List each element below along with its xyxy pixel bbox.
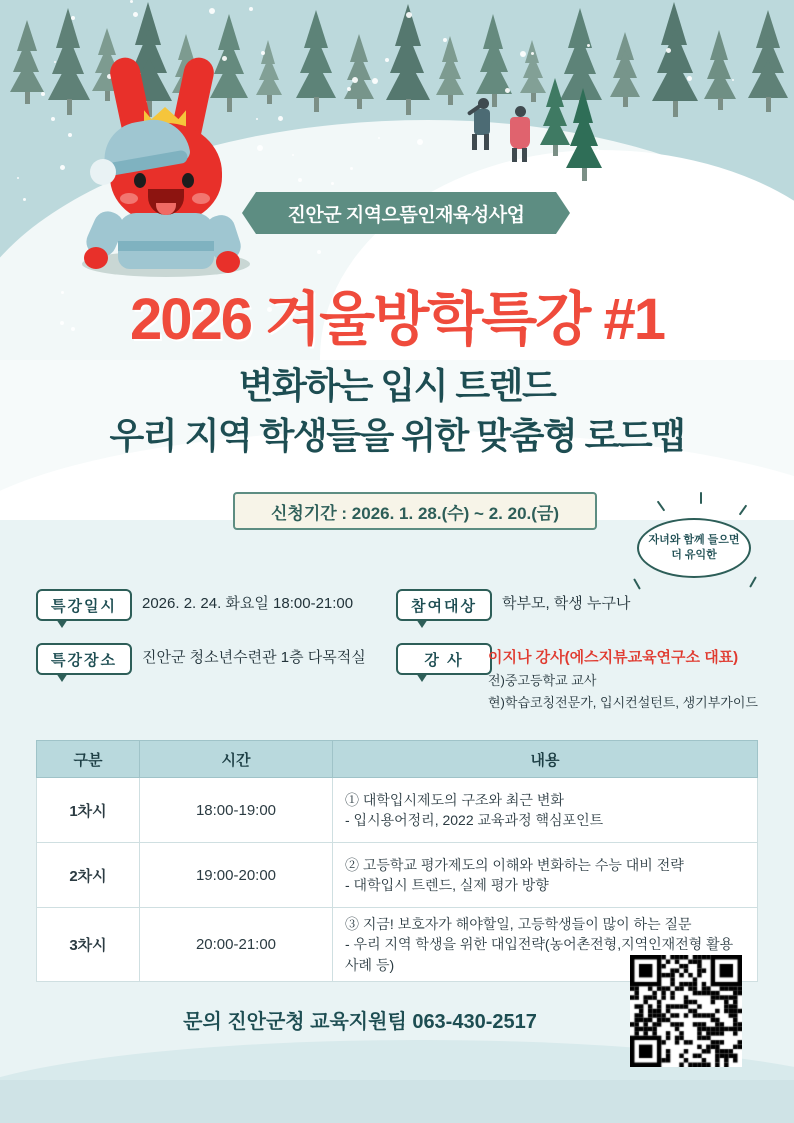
cell-session-desc-line-1: ② 고등학교 평가제도의 이해와 변화하는 수능 대비 전략 — [345, 856, 684, 873]
cell-session-desc-line-2: - 우리 지역 학생을 위한 대입전략(농어촌전형,지역인재전형 활용사례 등) — [345, 936, 734, 973]
tag-lecturer: 강 사 — [396, 643, 492, 675]
table-header-row — [37, 741, 758, 778]
promo-bubble — [637, 518, 751, 578]
snowflake-icon — [249, 7, 253, 11]
application-period: 신청기간 : 2026. 1. 28.(수) ~ 2. 20.(금) — [233, 492, 597, 530]
snowflake-icon — [716, 224, 720, 228]
snowflake-icon — [331, 182, 334, 185]
table-header-desc: 내용 — [333, 741, 758, 778]
snowflake-icon — [278, 116, 283, 121]
cell-session-time: 20:00-21:00 — [140, 908, 333, 982]
snowflake-icon — [694, 195, 696, 197]
cell-session-num: 3차시 — [37, 908, 140, 982]
schedule-table — [36, 740, 758, 982]
snowflake-icon — [292, 154, 294, 156]
snowflake-icon — [505, 88, 510, 93]
tag-lecture-date: 특강일시 — [36, 589, 132, 621]
snowflake-icon — [417, 139, 423, 145]
snowflake-icon — [54, 61, 56, 63]
snowflake-icon — [587, 44, 590, 47]
snowflake-icon — [378, 137, 380, 139]
cell-session-desc-line-2: - 대학입시 트렌드, 실제 평가 방향 — [345, 877, 549, 893]
value-lecturer-career-1: 전)중고등학교 교사 — [488, 673, 597, 688]
cell-session-desc — [333, 843, 758, 908]
snowflake-icon — [347, 87, 351, 91]
background-bottom-band — [0, 1080, 794, 1123]
snowflake-icon — [520, 51, 526, 57]
cell-session-time: 19:00-20:00 — [140, 843, 333, 908]
snowflake-icon — [298, 178, 302, 182]
sparkle-icon-2 — [700, 492, 702, 504]
snowflake-icon — [385, 58, 389, 62]
cell-session-desc-line-1: ③ 지금! 보호자가 해야할일, 고등학생들이 많이 하는 질문 — [345, 916, 692, 932]
qr-code-icon[interactable] — [630, 955, 742, 1067]
snowflake-icon — [71, 16, 75, 20]
snowflake-icon — [23, 198, 26, 201]
table-row — [37, 778, 758, 843]
snowflake-icon — [317, 250, 321, 254]
mascot-character-icon — [60, 55, 270, 275]
value-lecture-place: 진안군 청소년수련관 1층 다목적실 — [142, 649, 366, 666]
snowflake-icon — [687, 76, 692, 81]
table-row — [37, 843, 758, 908]
snowflake-icon — [406, 12, 412, 18]
tag-lecture-place: 특강장소 — [36, 643, 132, 675]
snowflake-icon — [350, 167, 353, 170]
value-lecture-date: 2026. 2. 24. 화요일 18:00-21:00 — [142, 595, 354, 612]
snowflake-icon — [352, 77, 358, 83]
snowflake-icon — [697, 238, 701, 242]
value-lecturer-career-2: 현)학습코칭전문가, 입시컨설턴트, 생기부가이드 — [488, 695, 758, 710]
cell-session-desc — [333, 778, 758, 843]
cell-session-num: 2차시 — [37, 843, 140, 908]
snowflake-icon — [443, 38, 447, 42]
snowflake-icon — [41, 92, 45, 96]
snowflake-icon — [666, 48, 671, 53]
value-lecturer: 이지나 강사(에스지뷰교육연구소 대표) — [488, 649, 739, 666]
page-title: 2026 겨울방학특강 #1 — [130, 287, 664, 352]
table-header-time: 시간 — [140, 741, 333, 778]
snowflake-icon — [17, 177, 19, 179]
promo-bubble-line-1: 자녀와 함께 들으면 — [648, 534, 740, 547]
subtitle-line-2: 우리 지역 학생들을 위한 맞춤형 로드맵 — [109, 415, 685, 456]
cell-session-desc-line-1: ① 대학입시제도의 구조와 최근 변화 — [345, 791, 564, 808]
snowflake-icon — [209, 8, 215, 14]
snowflake-icon — [130, 0, 133, 3]
snowflake-icon — [689, 194, 693, 198]
snowflake-icon — [133, 12, 138, 17]
cell-session-desc-line-2: - 입시용어정리, 2022 교육과정 핵심포인트 — [345, 812, 604, 828]
snowflake-icon — [506, 183, 511, 188]
snowflake-icon — [732, 79, 734, 81]
table-header-num: 구분 — [37, 741, 140, 778]
snowflake-icon — [710, 218, 712, 220]
contact-info: 문의 진안군청 교육지원팀 063-430-2517 — [183, 1011, 537, 1033]
snowflake-icon — [723, 180, 728, 185]
subtitle-line-1: 변화하는 입시 트렌드 — [238, 365, 556, 406]
snowflake-icon — [372, 78, 378, 84]
cell-session-num: 1차시 — [37, 778, 140, 843]
promo-bubble-line-2: 더 유익한 — [671, 549, 717, 561]
snowflake-icon — [618, 166, 623, 171]
snowflake-icon — [531, 52, 534, 55]
tag-target-audience: 참여대상 — [396, 589, 492, 621]
program-ribbon: 진안군 지역으뜸인재육성사업 — [256, 192, 556, 234]
cell-session-time: 18:00-19:00 — [140, 778, 333, 843]
snowflake-icon — [51, 117, 55, 121]
value-target-audience: 학부모, 학생 누구나 — [502, 595, 631, 612]
snowflake-icon — [597, 149, 599, 151]
